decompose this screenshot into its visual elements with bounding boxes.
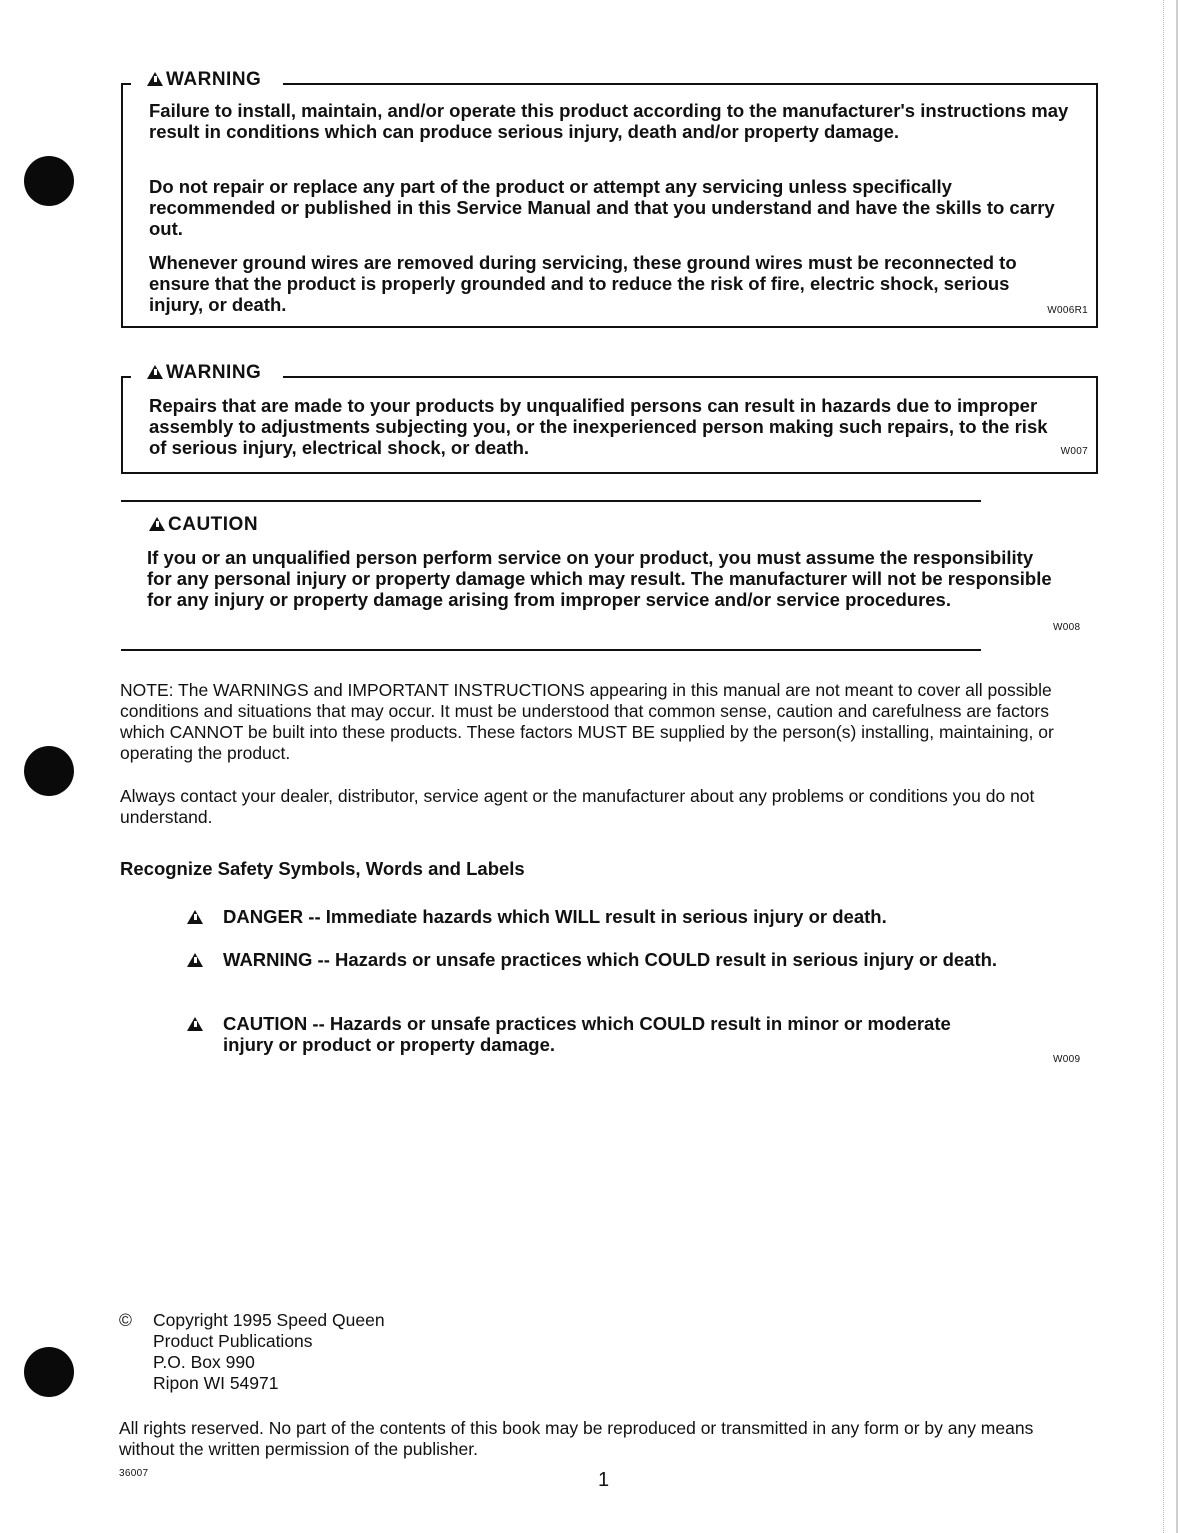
symbols-code: W009 — [1053, 1054, 1081, 1065]
caution-item — [187, 1013, 987, 1055]
warning-triangle-icon — [187, 953, 203, 967]
symbols-heading: Recognize Safety Symbols, Words and Labels — [120, 858, 525, 879]
scan-edge — [1163, 0, 1180, 1533]
copyright-symbol: © — [119, 1310, 132, 1330]
warning-text: WARNING -- Hazards or unsafe practices which COULD result in serious injury or death. — [223, 949, 998, 970]
caution-text: CAUTION -- Hazards or unsafe practices which COULD result in minor or moderate injury or product or property damage. — [223, 1013, 951, 1055]
copyright-block — [153, 1310, 385, 1394]
warning-paragraph: Do not repair or replace any part of the product or attempt any servicing unless specifically recommended or published in this Service Manual and that you understand and have the skills to carry out. — [149, 176, 1055, 239]
warning-box-1 — [121, 69, 1098, 328]
warning-paragraph: Whenever ground wires are removed during servicing, these ground wires must be reconnected to ensure that the product is properly grounded and to reduce the risk of fire, electric shock, serious injury, or death. — [149, 252, 1017, 315]
rights-paragraph: All rights reserved. No part of the contents of this book may be reproduced or transmitted in any form or by any means without the written permission of the publisher. — [119, 1418, 1034, 1459]
warning-code: W006R1 — [1047, 305, 1088, 316]
danger-item — [187, 906, 1047, 927]
copyright-line: Ripon WI 54971 — [153, 1373, 279, 1393]
binder-hole — [24, 746, 74, 796]
danger-triangle-icon — [187, 910, 203, 924]
warning-paragraph: Repairs that are made to your products by unqualified persons can result in hazards due to improper assembly to adjustments subjecting you, or the inexperienced person making such repairs, to the risk of serious injury, electrical shock, or death. — [149, 395, 1048, 458]
binder-hole — [24, 1347, 74, 1397]
warning-code: W007 — [1060, 446, 1088, 457]
copyright-line: Product Publications — [153, 1331, 313, 1351]
warning-paragraph: Failure to install, maintain, and/or operate this product according to the manufacturer's instructions may result in conditions which can produce serious injury, death and/or property damage. — [149, 100, 1069, 142]
divider — [121, 649, 981, 651]
divider — [121, 500, 981, 502]
warning-title: WARNING — [147, 362, 267, 384]
warning-triangle-icon — [147, 72, 163, 86]
caution-triangle-icon — [149, 517, 165, 531]
warning-box-2 — [121, 362, 1098, 474]
page-number: 1 — [598, 1469, 610, 1491]
danger-text: DANGER -- Immediate hazards which WILL result in serious injury or death. — [223, 906, 887, 927]
caution-title: CAUTION — [149, 514, 264, 536]
warning-triangle-icon — [147, 365, 163, 379]
caution-triangle-icon — [187, 1017, 203, 1031]
copyright-line: Copyright 1995 Speed Queen — [153, 1310, 385, 1330]
warning-item — [187, 949, 1047, 970]
warning-title: WARNING — [147, 69, 267, 91]
caution-code: W008 — [1053, 622, 1081, 633]
note-paragraph: NOTE: The WARNINGS and IMPORTANT INSTRUCTIONS appearing in this manual are not meant to cover all possible conditions and situations that may occur. It must be understood that common sense, caution and carefulness are factors which CANNOT be built into these products. These factors MUST BE supplied by the person(s) installing, maintaining, or operating the product. — [120, 680, 1054, 763]
binder-hole — [24, 156, 74, 206]
doc-number: 36007 — [119, 1468, 149, 1479]
caution-paragraph: If you or an unqualified person perform service on your product, you must assume the responsibility for any personal injury or property damage which may result. The manufacturer will not be responsible for any injury or property damage arising from improper service and/or service procedures. — [147, 547, 1052, 610]
contact-paragraph: Always contact your dealer, distributor, service agent or the manufacturer about any problems or conditions you do not understand. — [120, 786, 1035, 827]
copyright-line: P.O. Box 990 — [153, 1352, 255, 1372]
